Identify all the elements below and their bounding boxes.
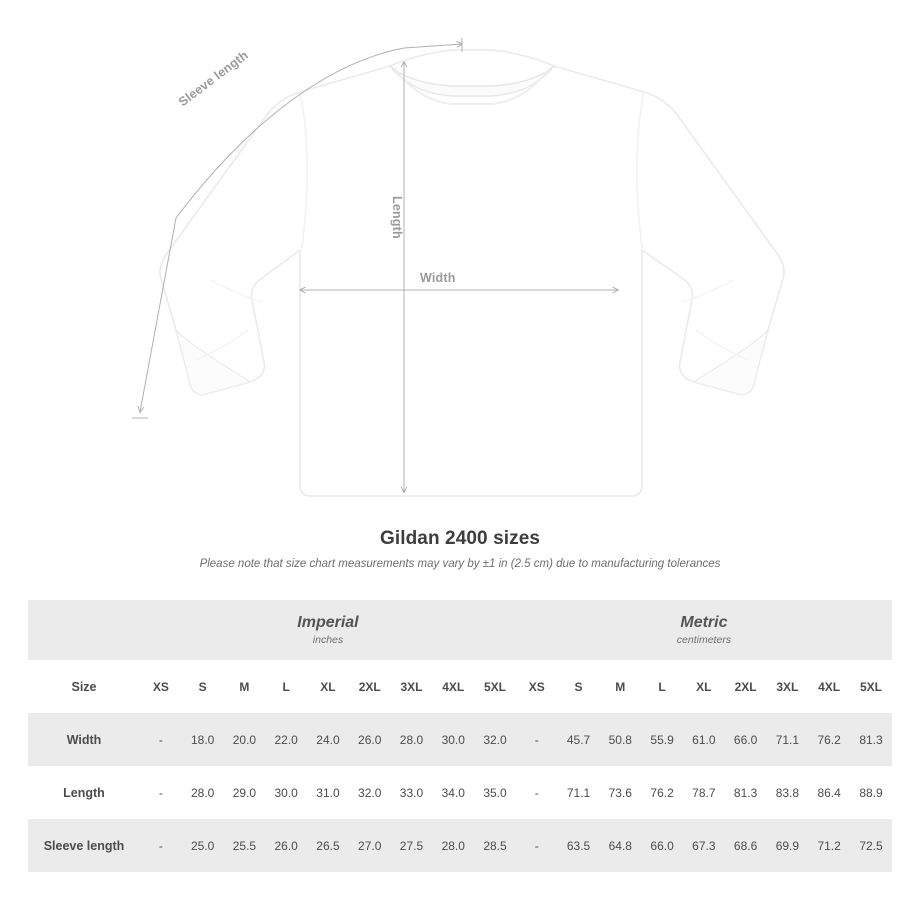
- cell-metric: -: [516, 766, 558, 819]
- row-label: Width: [28, 713, 140, 766]
- size-header-metric-3xl: 3XL: [766, 660, 808, 713]
- cell-metric: 86.4: [808, 766, 850, 819]
- page-title: Gildan 2400 sizes: [379, 528, 541, 549]
- size-header-metric-2xl: 2XL: [725, 660, 767, 713]
- cell-metric: 76.2: [808, 713, 850, 766]
- cell-metric: 66.0: [641, 819, 683, 872]
- cell-metric: 81.3: [725, 766, 767, 819]
- cell-metric: 61.0: [683, 713, 725, 766]
- cell-metric: 71.1: [766, 713, 808, 766]
- cell-imperial: 22.0: [265, 713, 307, 766]
- size-header-metric-xs: XS: [516, 660, 558, 713]
- size-column-header: Size: [28, 660, 140, 713]
- group-title: Metric: [680, 613, 728, 631]
- cell-imperial: 28.0: [182, 766, 224, 819]
- group-subtitle: centimeters: [676, 634, 732, 647]
- cell-imperial: 18.0: [182, 713, 224, 766]
- cell-imperial: 28.5: [474, 819, 516, 872]
- cell-imperial: 28.0: [391, 713, 433, 766]
- cell-metric: 66.0: [725, 713, 767, 766]
- cell-imperial: 29.0: [224, 766, 266, 819]
- table-group-header-row: [28, 600, 892, 660]
- size-header-imperial-3xl: 3XL: [391, 660, 433, 713]
- cell-imperial: 26.5: [307, 819, 349, 872]
- cell-metric: 55.9: [641, 713, 683, 766]
- cell-imperial: 26.0: [265, 819, 307, 872]
- cell-imperial: 31.0: [307, 766, 349, 819]
- cell-imperial: -: [140, 713, 182, 766]
- cell-imperial: 24.0: [307, 713, 349, 766]
- cell-metric: 63.5: [558, 819, 600, 872]
- cell-metric: 64.8: [599, 819, 641, 872]
- table-row: [28, 713, 892, 766]
- cell-imperial: 30.0: [265, 766, 307, 819]
- cell-imperial: 25.5: [224, 819, 266, 872]
- cell-imperial: 33.0: [391, 766, 433, 819]
- cell-imperial: -: [140, 766, 182, 819]
- sleeve-length-label: Sleeve length: [176, 47, 251, 110]
- size-header-imperial-4xl: 4XL: [432, 660, 474, 713]
- size-table-wrapper: [28, 600, 892, 872]
- width-label: Width: [420, 271, 456, 285]
- cell-metric: 71.2: [808, 819, 850, 872]
- cell-metric: 68.6: [725, 819, 767, 872]
- size-table: [28, 600, 892, 872]
- cell-metric: 83.8: [766, 766, 808, 819]
- cell-metric: 69.9: [766, 819, 808, 872]
- row-label: Length: [28, 766, 140, 819]
- cell-metric: 45.7: [558, 713, 600, 766]
- table-header-row: [28, 660, 892, 713]
- size-header-metric-5xl: 5XL: [850, 660, 892, 713]
- measurement-note: Please note that size chart measurements may vary by ±1 in (2.5 cm) due to manufacturing tolerances: [199, 558, 721, 570]
- size-header-imperial-s: S: [182, 660, 224, 713]
- table-row: [28, 819, 892, 872]
- size-header-metric-l: L: [641, 660, 683, 713]
- length-label: Length: [390, 196, 404, 239]
- cell-imperial: 32.0: [349, 766, 391, 819]
- cell-metric: 73.6: [599, 766, 641, 819]
- cell-metric: 71.1: [558, 766, 600, 819]
- size-header-metric-xl: XL: [683, 660, 725, 713]
- cell-imperial: 32.0: [474, 713, 516, 766]
- size-header-metric-s: S: [558, 660, 600, 713]
- cell-imperial: -: [140, 819, 182, 872]
- cell-imperial: 27.5: [391, 819, 433, 872]
- table-row: [28, 766, 892, 819]
- row-label: Sleeve length: [28, 819, 140, 872]
- cell-metric: 67.3: [683, 819, 725, 872]
- cell-imperial: 30.0: [432, 713, 474, 766]
- group-title: Imperial: [297, 613, 359, 631]
- group-header-imperial: [140, 600, 516, 660]
- cell-metric: -: [516, 713, 558, 766]
- size-header-imperial-l: L: [265, 660, 307, 713]
- size-header-imperial-5xl: 5XL: [474, 660, 516, 713]
- cell-imperial: 20.0: [224, 713, 266, 766]
- cell-imperial: 25.0: [182, 819, 224, 872]
- size-header-imperial-xl: XL: [307, 660, 349, 713]
- cell-imperial: 35.0: [474, 766, 516, 819]
- size-header-metric-4xl: 4XL: [808, 660, 850, 713]
- cell-imperial: 26.0: [349, 713, 391, 766]
- size-header-imperial-m: M: [224, 660, 266, 713]
- size-header-metric-m: M: [599, 660, 641, 713]
- shirt-shape: [160, 47, 784, 496]
- cell-metric: 88.9: [850, 766, 892, 819]
- cell-metric: 76.2: [641, 766, 683, 819]
- cell-metric: 72.5: [850, 819, 892, 872]
- cell-imperial: 28.0: [432, 819, 474, 872]
- group-header-spacer: [28, 600, 140, 660]
- group-header-metric: [516, 600, 892, 660]
- cell-imperial: 34.0: [432, 766, 474, 819]
- cell-metric: 78.7: [683, 766, 725, 819]
- cell-metric: 50.8: [599, 713, 641, 766]
- group-subtitle: inches: [312, 634, 344, 647]
- cell-metric: -: [516, 819, 558, 872]
- cell-imperial: 27.0: [349, 819, 391, 872]
- size-header-imperial-2xl: 2XL: [349, 660, 391, 713]
- title-block: [0, 528, 920, 570]
- size-header-imperial-xs: XS: [140, 660, 182, 713]
- cell-metric: 81.3: [850, 713, 892, 766]
